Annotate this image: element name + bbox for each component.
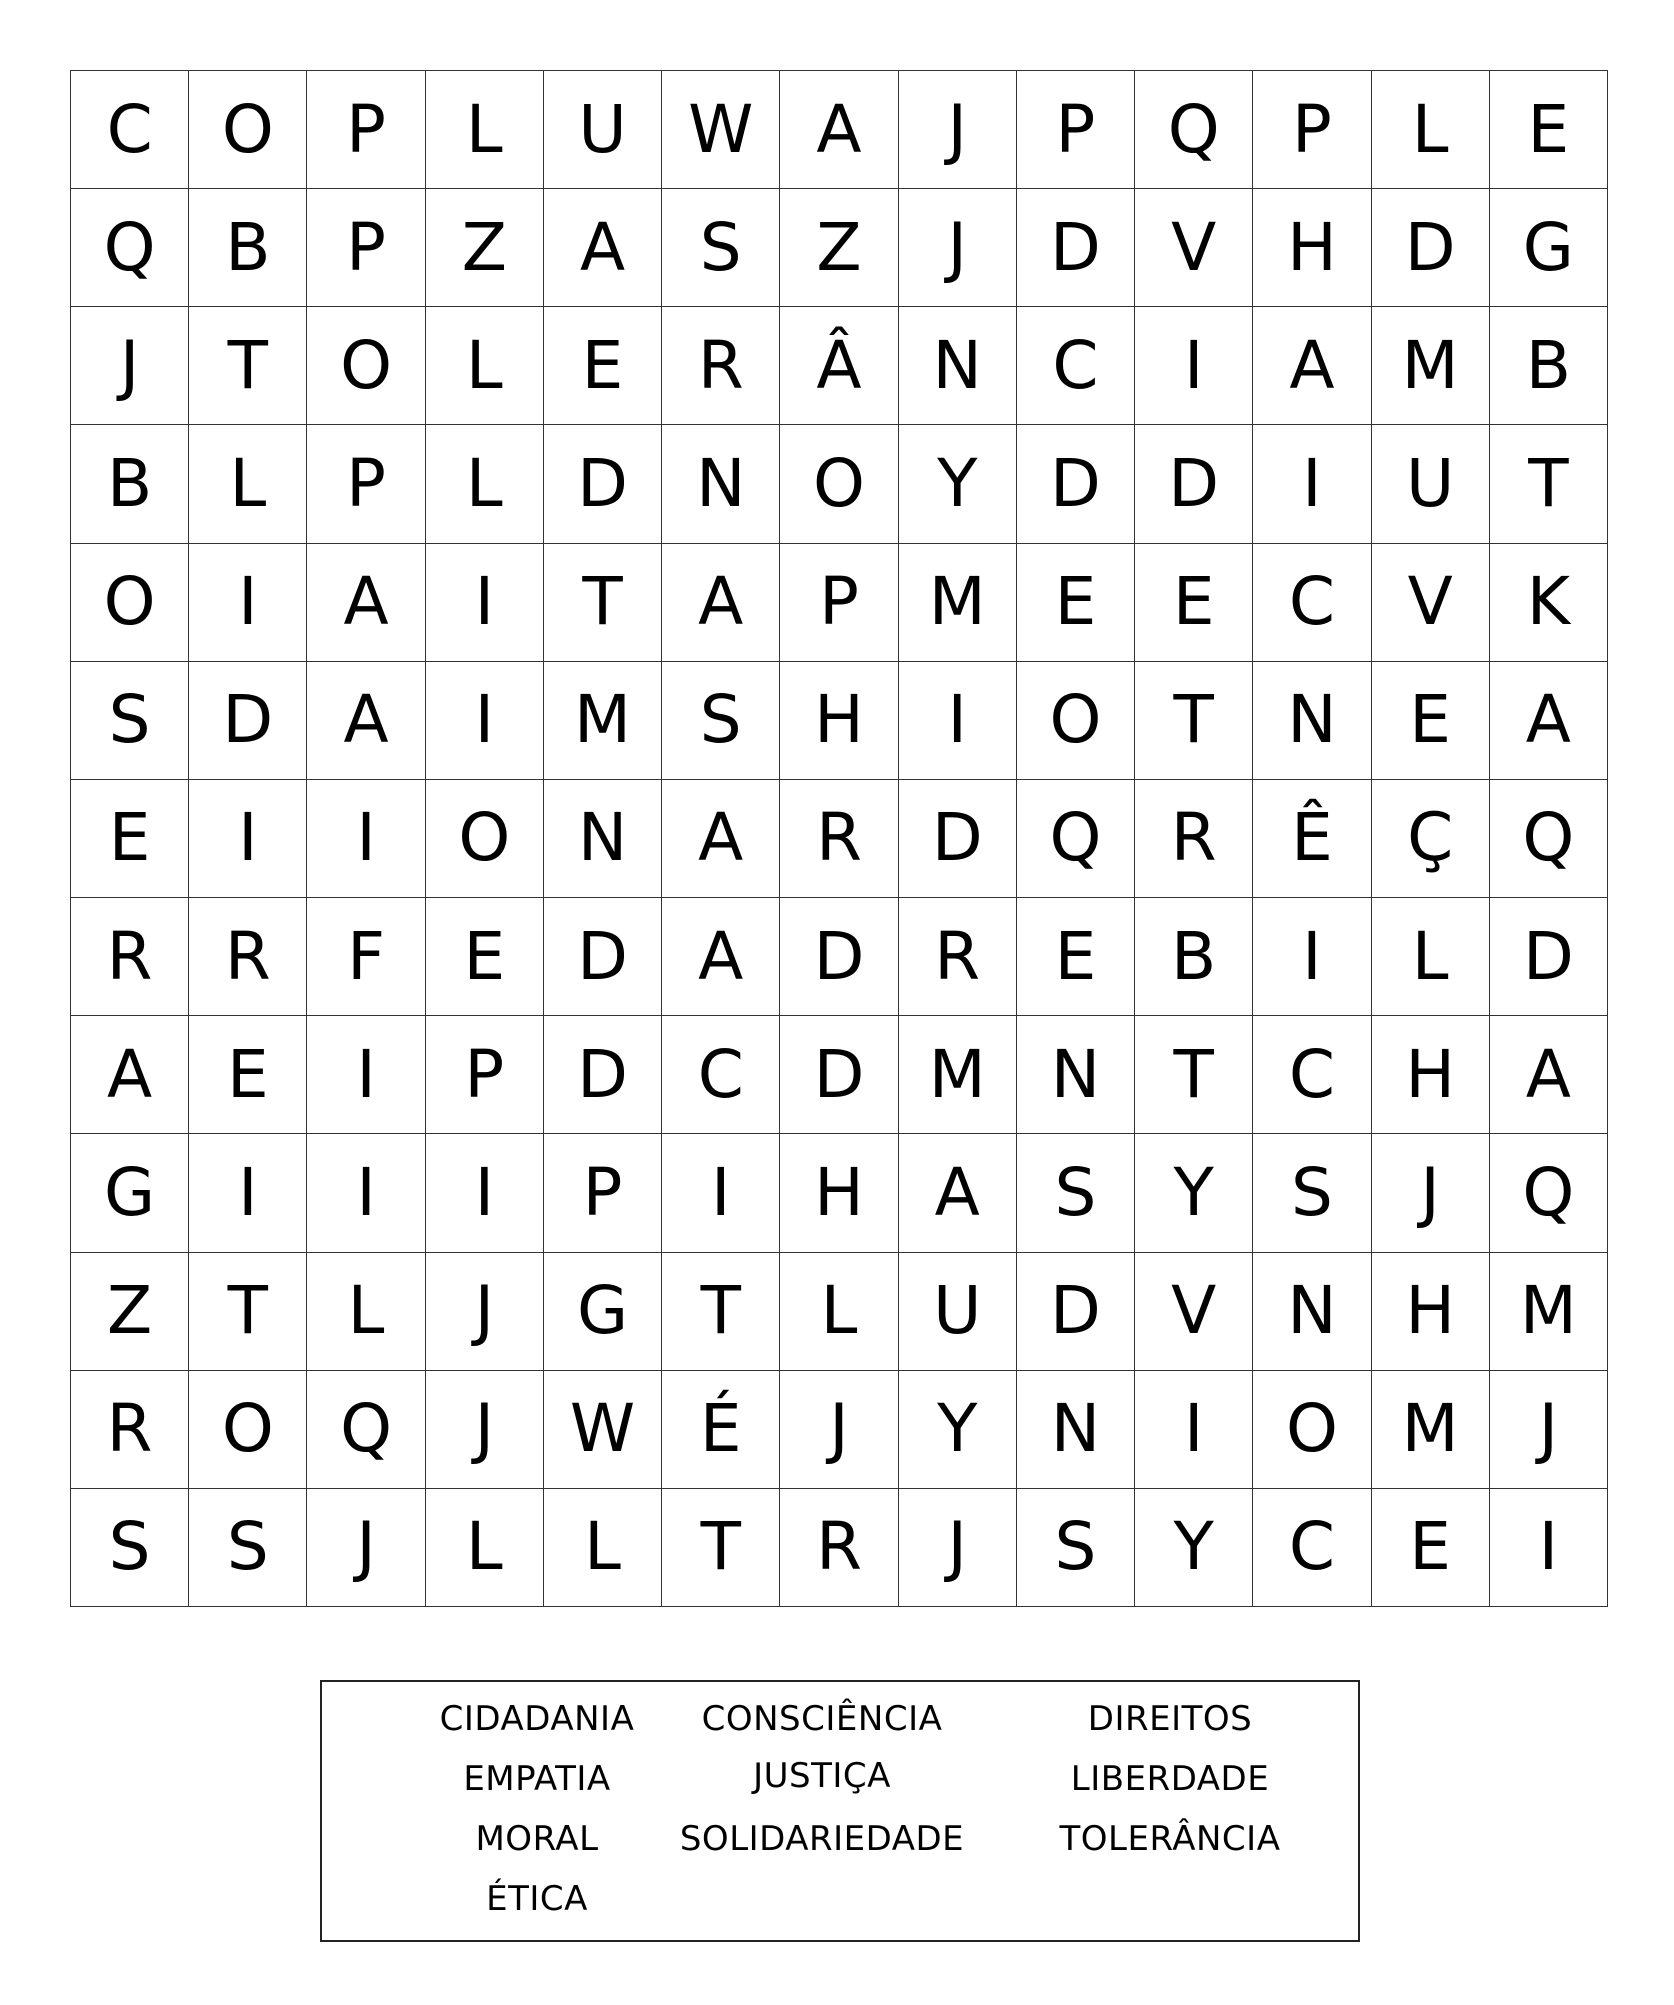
grid-cell[interactable]: B: [1490, 307, 1608, 425]
grid-cell[interactable]: R: [1135, 780, 1253, 898]
grid-cell[interactable]: P: [307, 189, 425, 307]
grid-cell[interactable]: I: [1253, 898, 1371, 1016]
grid-cell[interactable]: L: [426, 71, 544, 189]
grid-cell[interactable]: A: [662, 544, 780, 662]
grid-cell[interactable]: T: [1135, 662, 1253, 780]
grid-cell[interactable]: R: [780, 780, 898, 898]
grid-cell[interactable]: A: [1490, 1016, 1608, 1134]
grid-cell[interactable]: L: [1372, 71, 1490, 189]
grid-cell[interactable]: P: [544, 1134, 662, 1252]
grid-cell[interactable]: A: [1253, 307, 1371, 425]
grid-cell[interactable]: L: [1372, 898, 1490, 1016]
word-list-item: ÉTICA: [486, 1879, 588, 1919]
grid-cell[interactable]: L: [307, 1253, 425, 1371]
grid-cell[interactable]: O: [780, 425, 898, 543]
word-list-item: CIDADANIA: [439, 1699, 635, 1739]
grid-cell[interactable]: U: [1372, 425, 1490, 543]
grid-cell[interactable]: A: [544, 189, 662, 307]
grid-cell[interactable]: S: [1017, 1134, 1135, 1252]
grid-cell[interactable]: U: [899, 1253, 1017, 1371]
grid-cell[interactable]: D: [1017, 189, 1135, 307]
grid-cell[interactable]: E: [1490, 71, 1608, 189]
grid-cell[interactable]: E: [71, 780, 189, 898]
grid-cell[interactable]: I: [1135, 307, 1253, 425]
grid-cell[interactable]: D: [1017, 1253, 1135, 1371]
word-list-item: EMPATIA: [463, 1759, 611, 1799]
grid-cell[interactable]: H: [1372, 1253, 1490, 1371]
grid-cell[interactable]: F: [307, 898, 425, 1016]
grid-cell[interactable]: I: [307, 780, 425, 898]
grid-cell[interactable]: M: [899, 544, 1017, 662]
grid-cell[interactable]: V: [1372, 544, 1490, 662]
grid-cell[interactable]: G: [71, 1134, 189, 1252]
grid-cell[interactable]: T: [544, 544, 662, 662]
grid-cell[interactable]: Y: [1135, 1489, 1253, 1607]
grid-cell[interactable]: S: [662, 662, 780, 780]
grid-cell[interactable]: N: [662, 425, 780, 543]
grid-cell[interactable]: S: [189, 1489, 307, 1607]
grid-cell[interactable]: Ê: [1253, 780, 1371, 898]
grid-cell[interactable]: E: [426, 898, 544, 1016]
grid-cell[interactable]: E: [1372, 662, 1490, 780]
grid-cell[interactable]: A: [899, 1134, 1017, 1252]
grid-cell[interactable]: T: [662, 1253, 780, 1371]
grid-cell[interactable]: R: [189, 898, 307, 1016]
grid-cell[interactable]: P: [1253, 71, 1371, 189]
grid-cell[interactable]: J: [1372, 1134, 1490, 1252]
grid-cell[interactable]: O: [71, 544, 189, 662]
grid-cell[interactable]: N: [1253, 1253, 1371, 1371]
grid-cell[interactable]: D: [544, 1016, 662, 1134]
word-list-box: [320, 1680, 1360, 1942]
grid-cell[interactable]: A: [780, 71, 898, 189]
grid-cell[interactable]: M: [1372, 1371, 1490, 1489]
grid-cell[interactable]: I: [426, 544, 544, 662]
grid-cell[interactable]: A: [1490, 662, 1608, 780]
grid-cell[interactable]: D: [544, 425, 662, 543]
grid-cell[interactable]: I: [189, 544, 307, 662]
grid-cell[interactable]: Y: [899, 425, 1017, 543]
grid-cell[interactable]: P: [780, 544, 898, 662]
word-list-item: JUSTIÇA: [753, 1756, 891, 1796]
grid-cell[interactable]: H: [1372, 1016, 1490, 1134]
grid-cell[interactable]: A: [71, 1016, 189, 1134]
grid-cell[interactable]: Z: [780, 189, 898, 307]
grid-cell[interactable]: J: [899, 71, 1017, 189]
grid-cell[interactable]: L: [780, 1253, 898, 1371]
grid-cell[interactable]: A: [662, 898, 780, 1016]
grid-cell[interactable]: N: [1253, 662, 1371, 780]
grid-cell[interactable]: A: [307, 662, 425, 780]
word-list-item: SOLIDARIEDADE: [679, 1819, 965, 1859]
grid-cell[interactable]: O: [1253, 1371, 1371, 1489]
grid-cell[interactable]: I: [189, 780, 307, 898]
grid-cell[interactable]: E: [1372, 1489, 1490, 1607]
grid-cell[interactable]: I: [1135, 1371, 1253, 1489]
grid-cell[interactable]: L: [426, 307, 544, 425]
grid-cell[interactable]: L: [426, 425, 544, 543]
grid-cell[interactable]: H: [780, 662, 898, 780]
grid-cell[interactable]: P: [426, 1016, 544, 1134]
grid-cell[interactable]: P: [1017, 71, 1135, 189]
grid-cell[interactable]: J: [780, 1371, 898, 1489]
grid-cell[interactable]: O: [1017, 662, 1135, 780]
grid-cell[interactable]: I: [426, 662, 544, 780]
grid-cell[interactable]: J: [307, 1489, 425, 1607]
grid-cell[interactable]: E: [1017, 898, 1135, 1016]
grid-cell[interactable]: D: [780, 898, 898, 1016]
grid-cell[interactable]: Z: [71, 1253, 189, 1371]
word-search-grid: [70, 70, 1608, 1607]
grid-cell[interactable]: C: [1017, 307, 1135, 425]
grid-cell[interactable]: N: [544, 780, 662, 898]
grid-cell[interactable]: W: [662, 71, 780, 189]
grid-cell[interactable]: D: [1135, 425, 1253, 543]
grid-cell[interactable]: Q: [1490, 1134, 1608, 1252]
word-list-item: LIBERDADE: [1070, 1759, 1270, 1799]
grid-cell[interactable]: O: [307, 307, 425, 425]
word-list-item: DIREITOS: [1087, 1699, 1253, 1739]
grid-cell[interactable]: T: [189, 307, 307, 425]
grid-cell[interactable]: Q: [1017, 780, 1135, 898]
grid-cell[interactable]: C: [1253, 1489, 1371, 1607]
grid-cell[interactable]: L: [426, 1489, 544, 1607]
grid-cell[interactable]: D: [1372, 189, 1490, 307]
grid-cell[interactable]: L: [189, 425, 307, 543]
grid-cell[interactable]: J: [1490, 1371, 1608, 1489]
word-list-item: TOLERÂNCIA: [1059, 1819, 1281, 1859]
grid-cell[interactable]: S: [662, 189, 780, 307]
grid-cell[interactable]: V: [1135, 189, 1253, 307]
grid-cell[interactable]: M: [899, 1016, 1017, 1134]
grid-cell[interactable]: Q: [71, 189, 189, 307]
grid-cell[interactable]: E: [1135, 544, 1253, 662]
grid-cell[interactable]: É: [662, 1371, 780, 1489]
grid-cell[interactable]: R: [899, 898, 1017, 1016]
grid-cell[interactable]: L: [544, 1489, 662, 1607]
grid-cell[interactable]: A: [307, 544, 425, 662]
grid-cell[interactable]: I: [1253, 425, 1371, 543]
grid-cell[interactable]: U: [544, 71, 662, 189]
grid-cell[interactable]: S: [71, 1489, 189, 1607]
grid-cell[interactable]: I: [1490, 1489, 1608, 1607]
grid-cell[interactable]: B: [1135, 898, 1253, 1016]
grid-cell[interactable]: H: [780, 1134, 898, 1252]
grid-cell[interactable]: S: [1253, 1134, 1371, 1252]
grid-cell[interactable]: V: [1135, 1253, 1253, 1371]
grid-cell[interactable]: M: [1490, 1253, 1608, 1371]
grid-cell[interactable]: J: [426, 1371, 544, 1489]
grid-cell[interactable]: J: [426, 1253, 544, 1371]
grid-cell[interactable]: D: [1017, 425, 1135, 543]
grid-cell[interactable]: C: [1253, 1016, 1371, 1134]
grid-cell[interactable]: R: [71, 898, 189, 1016]
grid-cell[interactable]: R: [662, 307, 780, 425]
grid-cell[interactable]: N: [1017, 1371, 1135, 1489]
grid-cell[interactable]: Q: [1135, 71, 1253, 189]
grid-cell[interactable]: M: [1372, 307, 1490, 425]
grid-cell[interactable]: K: [1490, 544, 1608, 662]
grid-cell[interactable]: E: [189, 1016, 307, 1134]
word-list-item: CONSCIÊNCIA: [701, 1699, 943, 1739]
grid-cell[interactable]: M: [544, 662, 662, 780]
grid-cell[interactable]: P: [307, 71, 425, 189]
grid-cell[interactable]: J: [71, 307, 189, 425]
grid-cell[interactable]: Q: [1490, 780, 1608, 898]
grid-cell[interactable]: T: [1135, 1016, 1253, 1134]
grid-cell[interactable]: O: [189, 1371, 307, 1489]
grid-cell[interactable]: D: [1490, 898, 1608, 1016]
grid-cell[interactable]: B: [189, 189, 307, 307]
grid-cell[interactable]: S: [1017, 1489, 1135, 1607]
grid-cell[interactable]: S: [71, 662, 189, 780]
grid-cell[interactable]: G: [544, 1253, 662, 1371]
grid-cell[interactable]: D: [544, 898, 662, 1016]
grid-cell[interactable]: O: [189, 71, 307, 189]
grid-cell[interactable]: Y: [899, 1371, 1017, 1489]
grid-cell[interactable]: Ç: [1372, 780, 1490, 898]
grid-cell[interactable]: H: [1253, 189, 1371, 307]
grid-cell[interactable]: T: [189, 1253, 307, 1371]
grid-cell[interactable]: I: [307, 1134, 425, 1252]
grid-cell[interactable]: Â: [780, 307, 898, 425]
grid-cell[interactable]: Z: [426, 189, 544, 307]
grid-cell[interactable]: E: [1017, 544, 1135, 662]
grid-cell[interactable]: J: [899, 189, 1017, 307]
grid-cell[interactable]: Y: [1135, 1134, 1253, 1252]
grid-cell[interactable]: I: [189, 1134, 307, 1252]
grid-cell[interactable]: C: [662, 1016, 780, 1134]
grid-cell[interactable]: G: [1490, 189, 1608, 307]
grid-cell[interactable]: I: [307, 1016, 425, 1134]
word-list-item: MORAL: [475, 1819, 599, 1859]
grid-cell[interactable]: R: [780, 1489, 898, 1607]
grid-cell[interactable]: O: [426, 780, 544, 898]
grid-cell[interactable]: T: [662, 1489, 780, 1607]
grid-cell[interactable]: A: [662, 780, 780, 898]
grid-cell[interactable]: N: [899, 307, 1017, 425]
grid-cell[interactable]: N: [1017, 1016, 1135, 1134]
grid-cell[interactable]: P: [307, 425, 425, 543]
grid-cell[interactable]: C: [1253, 544, 1371, 662]
grid-cell[interactable]: I: [899, 662, 1017, 780]
grid-cell[interactable]: C: [71, 71, 189, 189]
grid-cell[interactable]: D: [780, 1016, 898, 1134]
grid-cell[interactable]: W: [544, 1371, 662, 1489]
grid-cell[interactable]: D: [899, 780, 1017, 898]
grid-cell[interactable]: Q: [307, 1371, 425, 1489]
grid-cell[interactable]: T: [1490, 425, 1608, 543]
grid-cell[interactable]: J: [899, 1489, 1017, 1607]
grid-cell[interactable]: I: [426, 1134, 544, 1252]
grid-cell[interactable]: R: [71, 1371, 189, 1489]
grid-cell[interactable]: B: [71, 425, 189, 543]
grid-cell[interactable]: I: [662, 1134, 780, 1252]
grid-cell[interactable]: D: [189, 662, 307, 780]
grid-cell[interactable]: E: [544, 307, 662, 425]
